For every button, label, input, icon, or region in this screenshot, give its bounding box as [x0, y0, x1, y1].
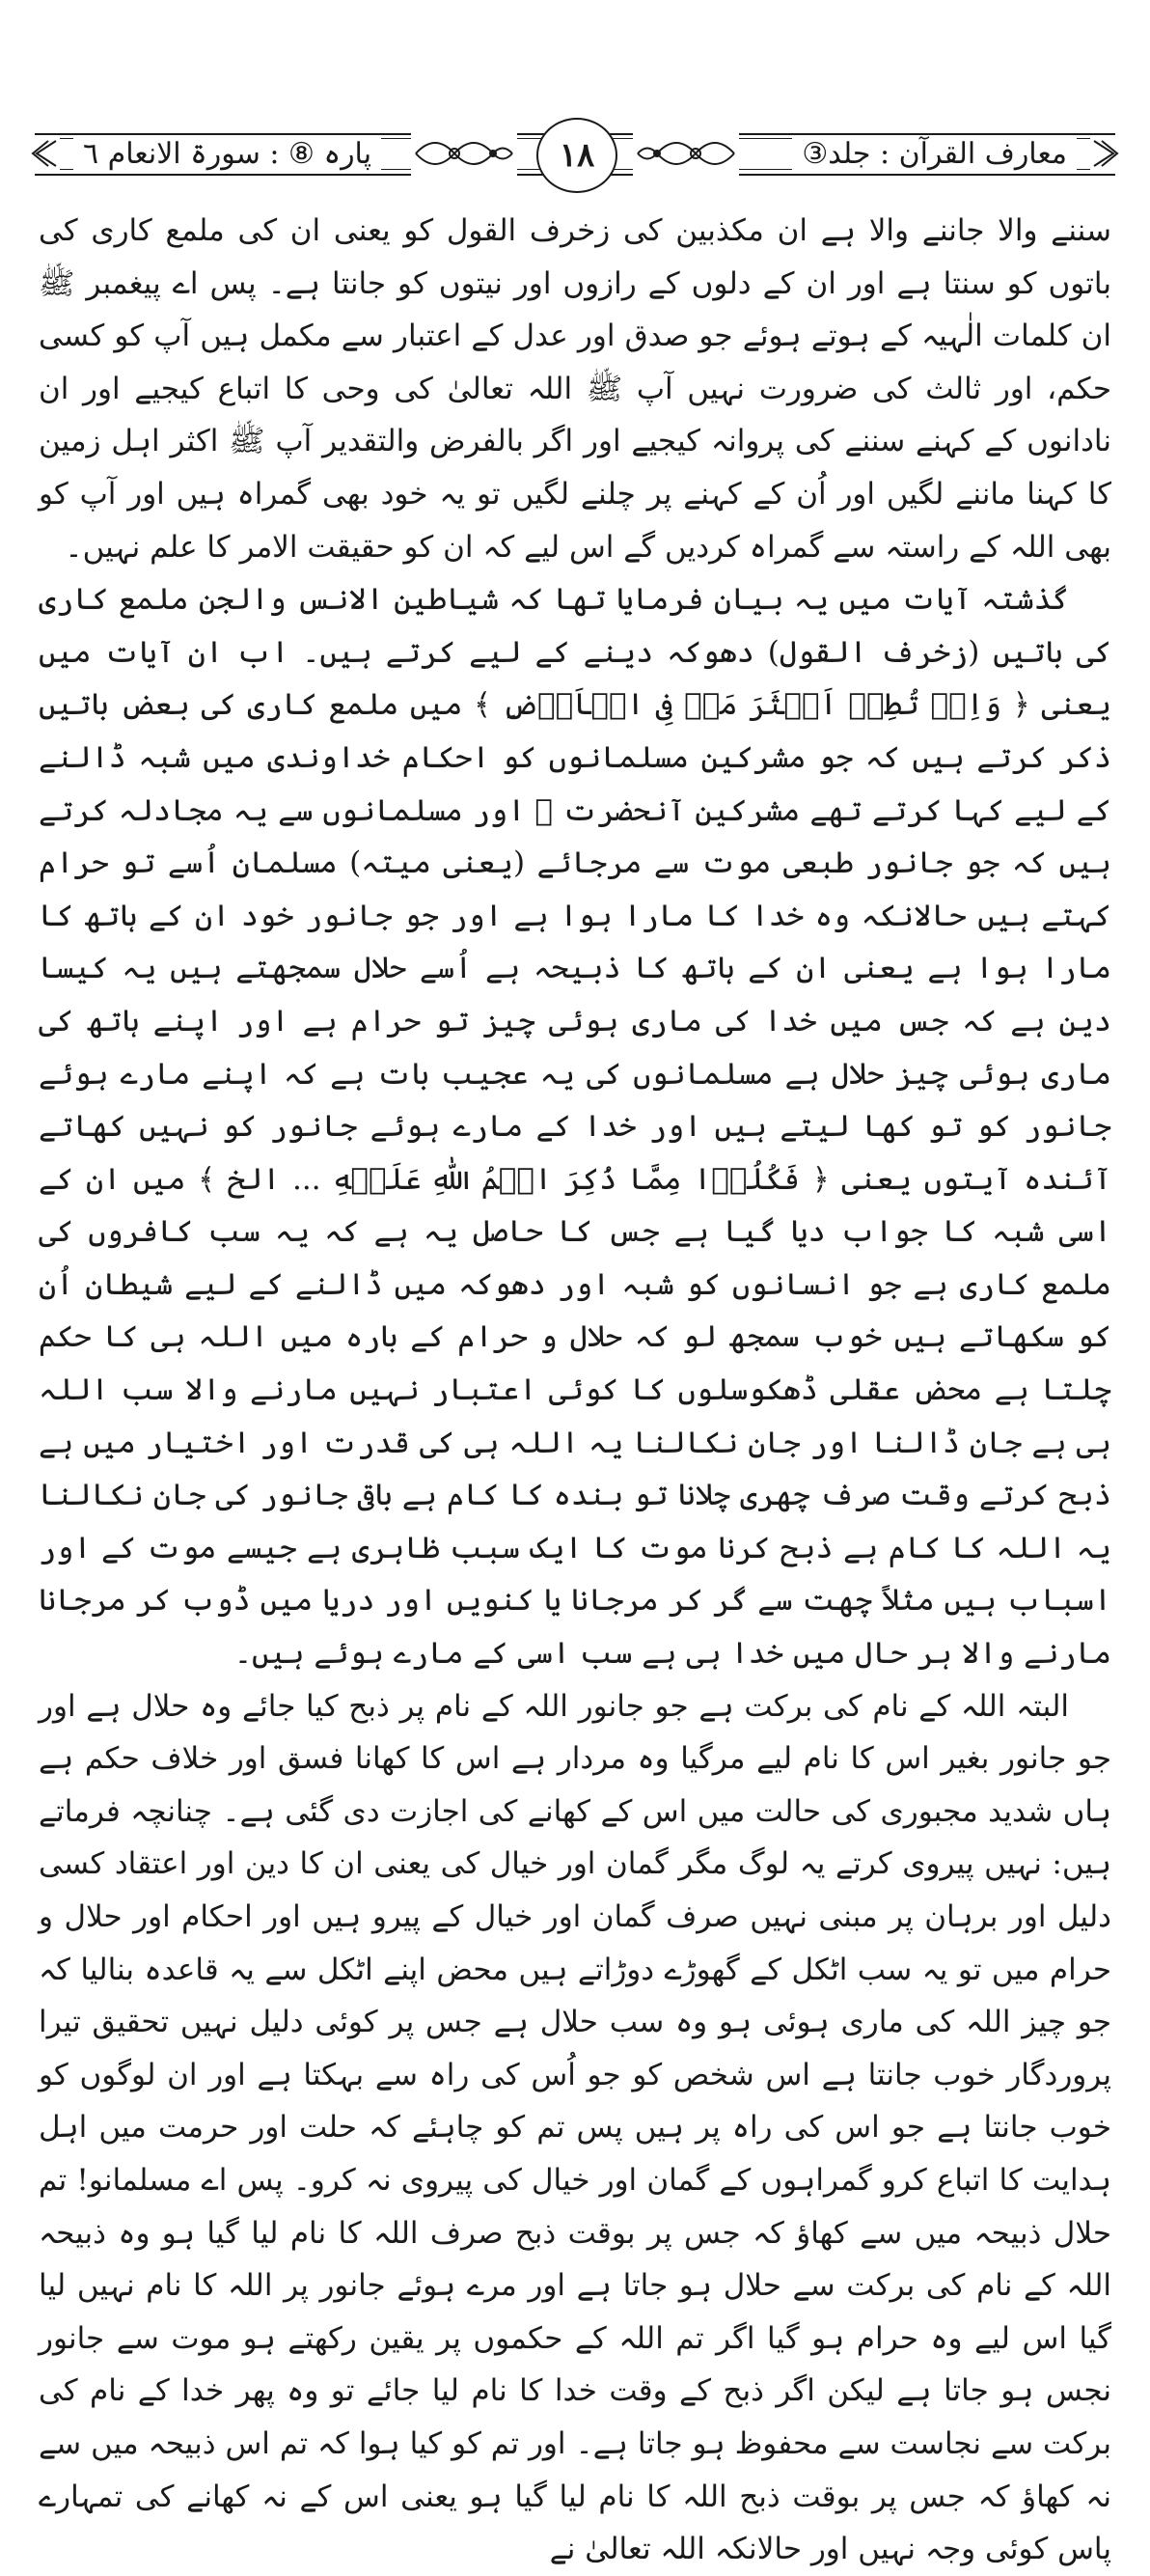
page-number: ۱۸ — [536, 118, 617, 193]
floral-ornament-right-icon — [633, 127, 739, 180]
corner-ornament-right-icon — [1090, 137, 1119, 170]
page-body — [39, 205, 1111, 2576]
page-header — [35, 114, 1115, 193]
header-chapter: پارہ ⑧ : سورۃ الانعام ٦ — [73, 135, 381, 174]
floral-ornament-left-icon — [411, 127, 517, 180]
paragraph-2: گذشتہ آیات میں یہ بیان فرمایا تھا کہ شیاطین الانس والجن ملمع کاری کی باتیں (زخرف القول) دھوکہ دینے کے لیے کرتے ہیں۔ اب ان آیات میں یعنی ﴿ وَاِنۡ تُطِعۡ اَكۡثَرَ مَنۡ فِى الۡاَرۡضِ ﴾ میں ملمع کاری کی بعض باتیں ذکر کرتے ہیں کہ جو مشرکین مسلمانوں کو احکام خداوندی میں شبہ ڈالنے کے لیے کہا کرتے تھے مشرکین آنحضرت ﷺ اور مسلمانوں سے یہ مجادلہ کرتے ہیں کہ جو جانور طبعی موت سے مرجائے (یعنی میتہ) مسلمان اُسے تو حرام کہتے ہیں حالانکہ وہ خدا کا مارا ہوا ہے اور جو جانور خود ان کے ہاتھ کا مارا ہوا ہے یعنی ان کے ہاتھ کا ذبیحہ ہے اُسے حلال سمجھتے ہیں یہ کیسا دین ہے کہ جس میں خدا کی ماری ہوئی چیز تو حرام ہے اور اپنے ہاتھ کی ماری ہوئی چیز حلال ہے مسلمانوں کی یہ عجیب بات ہے کہ اپنے مارے ہوئے جانور کو تو کھا لیتے ہیں اور خدا کے مارے ہوئے جانور کو نہیں کھاتے آئندہ آیتوں یعنی ﴿ فَكُلُوۡا مِمَّا ذُكِرَ اسۡمُ اللّٰهِ عَلَيۡهِ ... الخ ﴾ میں ان کے اسی شبہ کا جواب دیا گیا ہے جس کا حاصل یہ ہے کہ یہ سب کافروں کی ملمع کاری ہے جو انسانوں کو شبہ اور دھوکہ میں ڈالنے کے لیے شیطان اُن کو سکھاتے ہیں خوب سمجھ لو کہ حلال و حرام کے بارہ میں اللہ ہی کا حکم چلتا ہے محض عقلی ڈھکوسلوں کا کوئی اعتبار نہیں مارنے والا سب اللہ ہی ہے جان ڈالنا اور جان نکالنا یہ اللہ ہی کی قدرت اور اختیار میں ہے ذبح کرتے وقت صرف چھری چلانا تو بندہ کا کام ہے باقی جانور کی جان نکالنا یہ اللہ کا کام ہے ذبح کرنا موت کا ایک سبب ظاہری ہے جیسے موت کے اور اسباب ہیں مثلاً چھت سے گر کر مرجانا یا کنویں اور دریا میں ڈوب کر مرجانا مارنے والا ہر حال میں خدا ہی ہے سب اسی کے مارے ہوئے ہیں۔ — [39, 582, 1111, 1672]
paragraph-3: البتہ اللہ کے نام کی برکت ہے جو جانور اللہ کے نام پر ذبح کیا جائے وہ حلال ہے اور جو جانور بغیر اس کا نام لیے مرگیا وہ مردار ہے اس کا کھانا فسق اور خلاف حکم ہے ہاں شدید مجبوری کی حالت میں اس کے کھانے کی اجازت دی گئی ہے۔ چنانچہ فرماتے ہیں: نہیں پیروی کرتے یہ لوگ مگر گمان اور خیال کی یعنی ان کا دین اور اعتقاد کسی دلیل اور برہان پر مبنی نہیں صرف گمان اور خیال کے پیرو ہیں اور احکام اور حلال و حرام میں تو یہ سب اٹکل کے گھوڑے دوڑاتے ہیں محض اپنے اٹکل سے یہ قاعدہ بنالیا کہ جو چیز اللہ کی ماری ہوئی ہو وہ سب حلال ہے جس پر کوئی دلیل نہیں تحقیق تیرا پروردگار خوب جانتا ہے اس شخص کو جو اُس کی راہ سے بہکتا ہے اور ان لوگوں کو خوب جانتا ہے جو اس کی راہ پر ہیں پس تم کو چاہئے کہ حلت اور حرمت میں اہل ہدایت کا اتباع کرو گمراہوں کے گمان اور خیال کی پیروی نہ کرو۔ پس اے مسلمانو! تم حلال ذبیحہ میں سے کھاؤ کہ جس پر بوقت ذبح صرف اللہ کا نام لیا گیا ہو وہ ذبیحہ اللہ کے نام کی برکت سے حلال ہو جاتا ہے اور مرے ہوئے جانور پر اللہ کا نام نہیں لیا گیا اس لیے وہ حرام ہو گیا اگر تم اللہ کے حکموں پر یقین رکھتے ہو موت سے جانور نجس ہو جاتا ہے لیکن اگر ذبح کے وقت خدا کا نام لیا جائے تو وہ پھر خدا کے نام کی برکت سے نجاست سے محفوظ ہو جاتا ہے۔ اور تم کو کیا ہوا کہ تم اس ذبیحہ میں سے نہ کھاؤ کہ جس پر بوقت ذبح اللہ کا نام لیا گیا ہو یعنی اس کے نہ کھانے کی تمہارے پاس کوئی وجہ نہیں اور حالانکہ اللہ تعالیٰ نے — [39, 1688, 1111, 2567]
paragraph-1: سننے والا جاننے والا ہے ان مکذبین کی زخرف القول کو یعنی ان کی ملمع کاری کی باتوں کو سنتا ہے اور ان کے دلوں کے رازوں اور نیتوں کو جانتا ہے۔ پس اے پیغمبر ﷺ ان کلمات الٰہیہ کے ہوتے ہوئے جو صدق اور عدل کے اعتبار سے مکمل ہیں آپ کو کسی حکم، اور ثالث کی ضرورت نہیں آپ ﷺ اللہ تعالیٰ کی وحی کا اتباع کیجیے اور ان نادانوں کے کہنے سننے کی پروانہ کیجیے اور اگر بالفرض والتقدیر آپ ﷺ اکثر اہل زمین کا کہنا ماننے لگیں اور اُن کے کہنے پر چلنے لگیں تو یہ خود بھی گمراہ ہیں اور آپ کو بھی اللہ کے راستہ سے گمراہ کردیں گے اس لیے کہ ان کو حقیقت الامر کا علم نہیں۔ — [39, 213, 1111, 565]
corner-ornament-left-icon — [31, 137, 60, 170]
header-book-title: معارف القرآن : جلد③ — [792, 135, 1077, 174]
